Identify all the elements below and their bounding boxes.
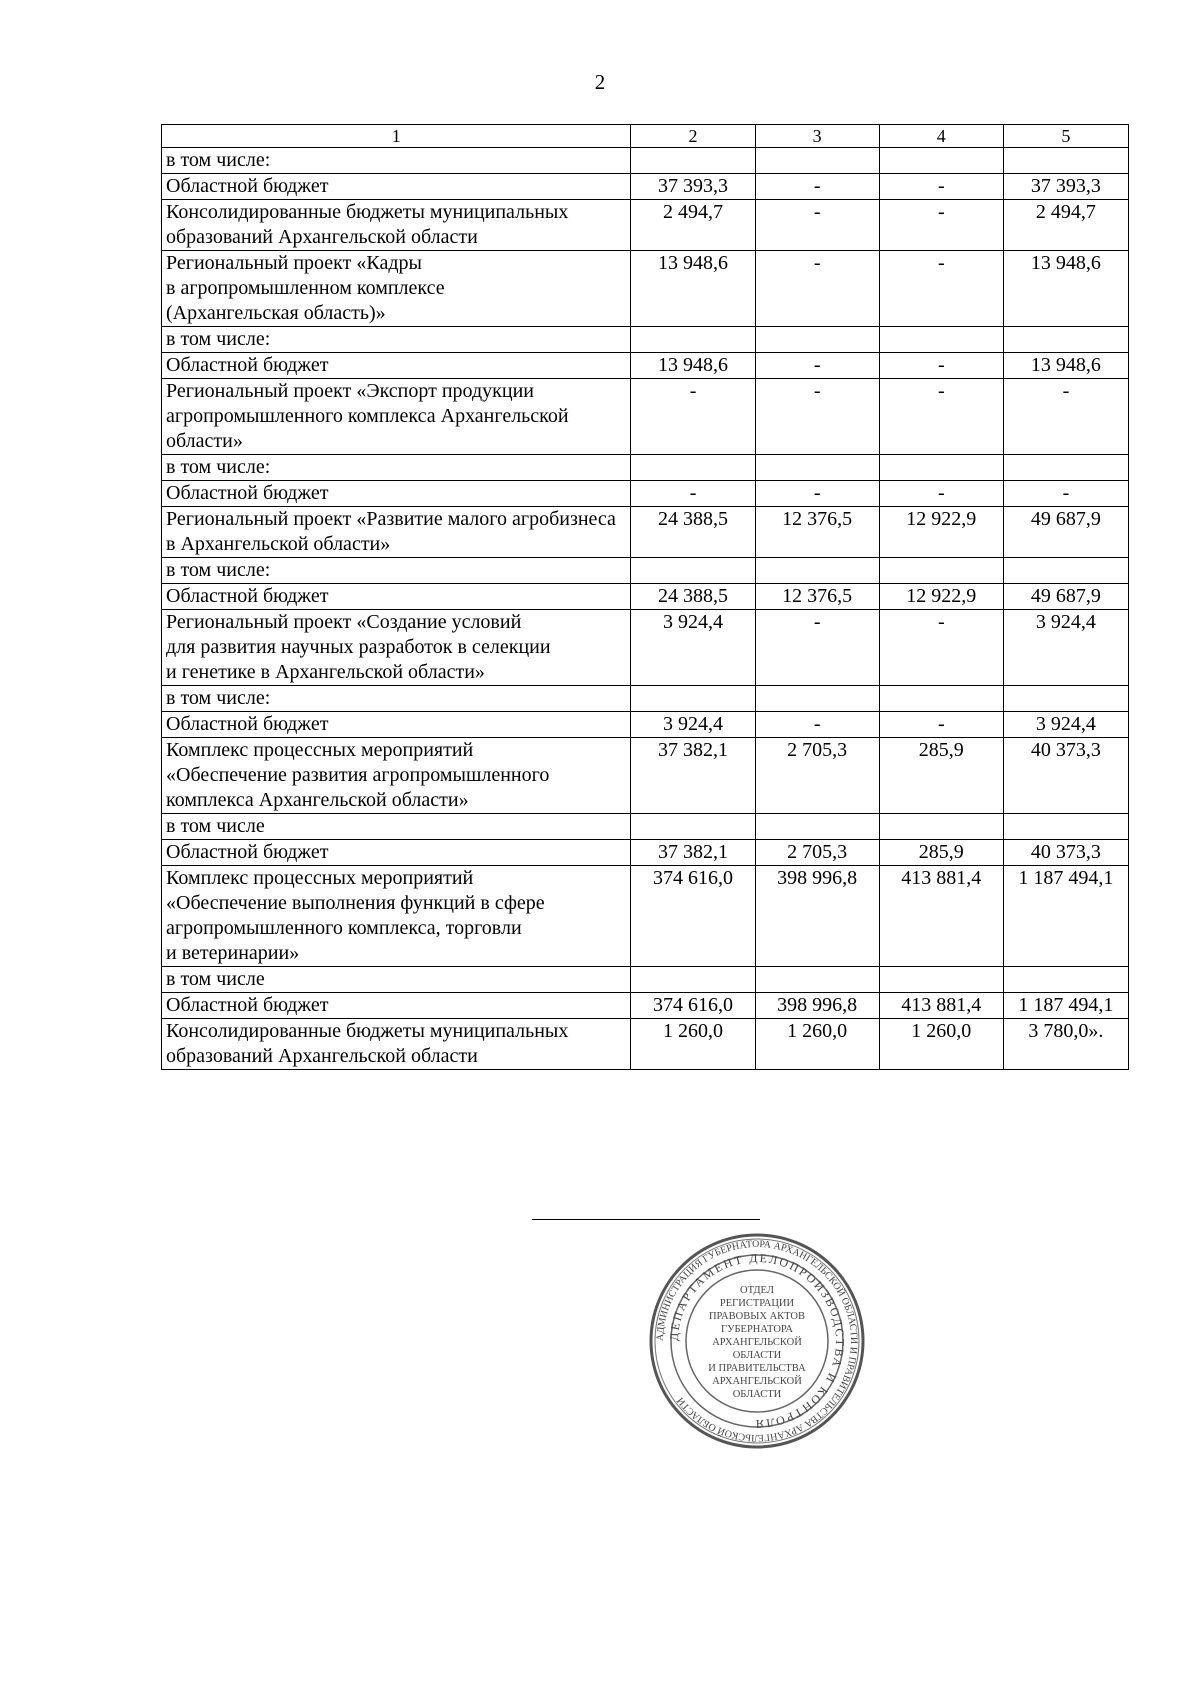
value-cell: 374 616,0 bbox=[631, 866, 755, 967]
table-row bbox=[162, 584, 1129, 610]
value-cell: - bbox=[879, 712, 1003, 738]
value-cell: - bbox=[879, 174, 1003, 200]
value-cell: 285,9 bbox=[879, 840, 1003, 866]
value-cell bbox=[879, 814, 1003, 840]
table-row bbox=[162, 814, 1129, 840]
value-cell: 37 393,3 bbox=[631, 174, 755, 200]
value-cell: - bbox=[879, 379, 1003, 455]
seal-ring-text: ДЕПАРТАМЕНТ ДЕЛОПРОИЗВОДСТВА И КОНТРОЛЯ bbox=[666, 1250, 848, 1432]
value-cell: 2 494,7 bbox=[1003, 200, 1128, 251]
value-cell: - bbox=[755, 353, 879, 379]
value-cell: 24 388,5 bbox=[631, 507, 755, 558]
row-label: в том числе: bbox=[162, 558, 631, 584]
seal-center-line: АРХАНГЕЛЬСКОЙ bbox=[712, 1376, 802, 1387]
value-cell bbox=[631, 327, 755, 353]
value-cell: - bbox=[755, 251, 879, 327]
row-label: в том числе: bbox=[162, 455, 631, 481]
value-cell: 398 996,8 bbox=[755, 993, 879, 1019]
column-header: 3 bbox=[755, 125, 879, 148]
seal-center-line: РЕГИСТРАЦИИ bbox=[719, 1298, 795, 1309]
value-cell: 49 687,9 bbox=[1003, 584, 1128, 610]
table-row bbox=[162, 353, 1129, 379]
value-cell: 413 881,4 bbox=[879, 866, 1003, 967]
value-cell: - bbox=[879, 353, 1003, 379]
row-label: Консолидированные бюджеты муниципальных образований Архангельской области bbox=[162, 200, 631, 251]
value-cell: 3 924,4 bbox=[631, 712, 755, 738]
value-cell bbox=[1003, 686, 1128, 712]
row-label: Областной бюджет bbox=[162, 584, 631, 610]
table-body bbox=[162, 148, 1129, 1070]
column-header: 4 bbox=[879, 125, 1003, 148]
table-row bbox=[162, 993, 1129, 1019]
row-label: Региональный проект «Создание условий для развития научных разработок в селекции и генетике в Архангельской области» bbox=[162, 610, 631, 686]
column-header: 5 bbox=[1003, 125, 1128, 148]
value-cell bbox=[1003, 814, 1128, 840]
value-cell bbox=[879, 686, 1003, 712]
value-cell: - bbox=[631, 481, 755, 507]
value-cell: 398 996,8 bbox=[755, 866, 879, 967]
value-cell: - bbox=[755, 610, 879, 686]
value-cell: 3 924,4 bbox=[631, 610, 755, 686]
row-label: в том числе bbox=[162, 967, 631, 993]
value-cell bbox=[879, 327, 1003, 353]
value-cell: 1 260,0 bbox=[631, 1019, 755, 1070]
signature-line bbox=[532, 1219, 760, 1220]
column-header: 1 bbox=[162, 125, 631, 148]
row-label: в том числе: bbox=[162, 148, 631, 174]
seal-center-line: ОБЛАСТИ bbox=[732, 1389, 782, 1400]
value-cell: 37 382,1 bbox=[631, 840, 755, 866]
seal-graphic bbox=[648, 1232, 866, 1450]
table-row bbox=[162, 148, 1129, 174]
value-cell bbox=[879, 967, 1003, 993]
value-cell bbox=[755, 814, 879, 840]
table-row bbox=[162, 712, 1129, 738]
row-label: в том числе: bbox=[162, 686, 631, 712]
table-row bbox=[162, 481, 1129, 507]
table-row bbox=[162, 507, 1129, 558]
table-row bbox=[162, 327, 1129, 353]
table-row bbox=[162, 738, 1129, 814]
value-cell: 13 948,6 bbox=[1003, 353, 1128, 379]
value-cell: - bbox=[755, 174, 879, 200]
seal-center-line: АРХАНГЕЛЬСКОЙ bbox=[712, 1337, 802, 1348]
value-cell bbox=[755, 686, 879, 712]
row-label: Консолидированные бюджеты муниципальных образований Архангельской области bbox=[162, 1019, 631, 1070]
row-label: Областной бюджет bbox=[162, 481, 631, 507]
page-number: 2 bbox=[594, 70, 606, 94]
value-cell bbox=[1003, 327, 1128, 353]
value-cell: 12 922,9 bbox=[879, 507, 1003, 558]
official-seal bbox=[648, 1232, 866, 1450]
value-cell: - bbox=[879, 481, 1003, 507]
value-cell: 40 373,3 bbox=[1003, 840, 1128, 866]
value-cell: 2 494,7 bbox=[631, 200, 755, 251]
value-cell: 37 382,1 bbox=[631, 738, 755, 814]
value-cell bbox=[755, 148, 879, 174]
value-cell bbox=[879, 558, 1003, 584]
row-label: Региональный проект «Развитие малого агробизнеса в Архангельской области» bbox=[162, 507, 631, 558]
row-label: в том числе: bbox=[162, 327, 631, 353]
seal-center-line: ОТДЕЛ bbox=[740, 1285, 774, 1296]
value-cell bbox=[755, 558, 879, 584]
value-cell: 3 924,4 bbox=[1003, 712, 1128, 738]
value-cell: - bbox=[755, 712, 879, 738]
seal-center-text bbox=[708, 1285, 806, 1400]
row-label: Областной бюджет bbox=[162, 174, 631, 200]
value-cell: 285,9 bbox=[879, 738, 1003, 814]
table-row bbox=[162, 200, 1129, 251]
table-row bbox=[162, 455, 1129, 481]
value-cell: - bbox=[1003, 481, 1128, 507]
value-cell: 49 687,9 bbox=[1003, 507, 1128, 558]
table-row bbox=[162, 686, 1129, 712]
seal-center-line: ПРАВОВЫХ АКТОВ bbox=[708, 1311, 806, 1322]
value-cell: 13 948,6 bbox=[1003, 251, 1128, 327]
value-cell bbox=[631, 455, 755, 481]
value-cell: 413 881,4 bbox=[879, 993, 1003, 1019]
value-cell: - bbox=[755, 481, 879, 507]
table-row bbox=[162, 840, 1129, 866]
value-cell: - bbox=[879, 610, 1003, 686]
table-header-row bbox=[162, 125, 1129, 148]
row-label: Областной бюджет bbox=[162, 712, 631, 738]
value-cell bbox=[631, 686, 755, 712]
value-cell: 374 616,0 bbox=[631, 993, 755, 1019]
table-row bbox=[162, 1019, 1129, 1070]
value-cell: 1 187 494,1 bbox=[1003, 993, 1128, 1019]
value-cell: 40 373,3 bbox=[1003, 738, 1128, 814]
row-label: Региональный проект «Кадры в агропромышленном комплексе (Архангельская область)» bbox=[162, 251, 631, 327]
value-cell bbox=[1003, 455, 1128, 481]
seal-center-line: ГУБЕРНАТОРА bbox=[721, 1324, 793, 1335]
value-cell: 12 376,5 bbox=[755, 507, 879, 558]
value-cell: 3 924,4 bbox=[1003, 610, 1128, 686]
value-cell: - bbox=[1003, 379, 1128, 455]
value-cell bbox=[1003, 148, 1128, 174]
value-cell: 12 376,5 bbox=[755, 584, 879, 610]
row-label: Комплекс процессных мероприятий «Обеспечение выполнения функций в сфере агропромышленного комплекса, торговли и ветеринарии» bbox=[162, 866, 631, 967]
value-cell: 1 260,0 bbox=[755, 1019, 879, 1070]
column-header: 2 bbox=[631, 125, 755, 148]
row-label: Областной бюджет bbox=[162, 840, 631, 866]
table-row bbox=[162, 558, 1129, 584]
seal-outer-text: АДМИНИСТРАЦИЯ ГУБЕРНАТОРА АРХАНГЕЛЬСКОЙ ОБЛАСТИ И ПРАВИТЕЛЬСТВА АРХАНГЕЛЬСКОЙ ОБЛАСТИ bbox=[654, 1238, 860, 1444]
value-cell: 2 705,3 bbox=[755, 738, 879, 814]
value-cell: - bbox=[755, 379, 879, 455]
row-label: Областной бюджет bbox=[162, 353, 631, 379]
value-cell: 12 922,9 bbox=[879, 584, 1003, 610]
table-row bbox=[162, 866, 1129, 967]
value-cell bbox=[755, 455, 879, 481]
value-cell bbox=[631, 558, 755, 584]
table-row bbox=[162, 379, 1129, 455]
value-cell bbox=[755, 327, 879, 353]
value-cell: - bbox=[879, 200, 1003, 251]
value-cell bbox=[1003, 558, 1128, 584]
value-cell bbox=[755, 967, 879, 993]
table-row bbox=[162, 610, 1129, 686]
value-cell bbox=[631, 814, 755, 840]
value-cell: 1 260,0 bbox=[879, 1019, 1003, 1070]
value-cell: 2 705,3 bbox=[755, 840, 879, 866]
table-row bbox=[162, 967, 1129, 993]
value-cell bbox=[1003, 967, 1128, 993]
value-cell: 24 388,5 bbox=[631, 584, 755, 610]
row-label: Комплекс процессных мероприятий «Обеспечение развития агропромышленного комплекса Архангельской области» bbox=[162, 738, 631, 814]
row-label: Областной бюджет bbox=[162, 993, 631, 1019]
value-cell bbox=[879, 455, 1003, 481]
row-label: Региональный проект «Экспорт продукции агропромышленного комплекса Архангельской области» bbox=[162, 379, 631, 455]
value-cell: 13 948,6 bbox=[631, 353, 755, 379]
value-cell bbox=[879, 148, 1003, 174]
table-row bbox=[162, 174, 1129, 200]
value-cell: 3 780,0». bbox=[1003, 1019, 1128, 1070]
value-cell: 13 948,6 bbox=[631, 251, 755, 327]
value-cell: 37 393,3 bbox=[1003, 174, 1128, 200]
seal-center-line: ОБЛАСТИ bbox=[732, 1350, 782, 1361]
budget-table bbox=[161, 124, 1129, 1070]
row-label: в том числе bbox=[162, 814, 631, 840]
value-cell: 1 187 494,1 bbox=[1003, 866, 1128, 967]
value-cell: - bbox=[755, 200, 879, 251]
value-cell: - bbox=[631, 379, 755, 455]
value-cell bbox=[631, 967, 755, 993]
value-cell bbox=[631, 148, 755, 174]
value-cell: - bbox=[879, 251, 1003, 327]
table-row bbox=[162, 251, 1129, 327]
seal-center-line: И ПРАВИТЕЛЬСТВА bbox=[708, 1363, 806, 1374]
